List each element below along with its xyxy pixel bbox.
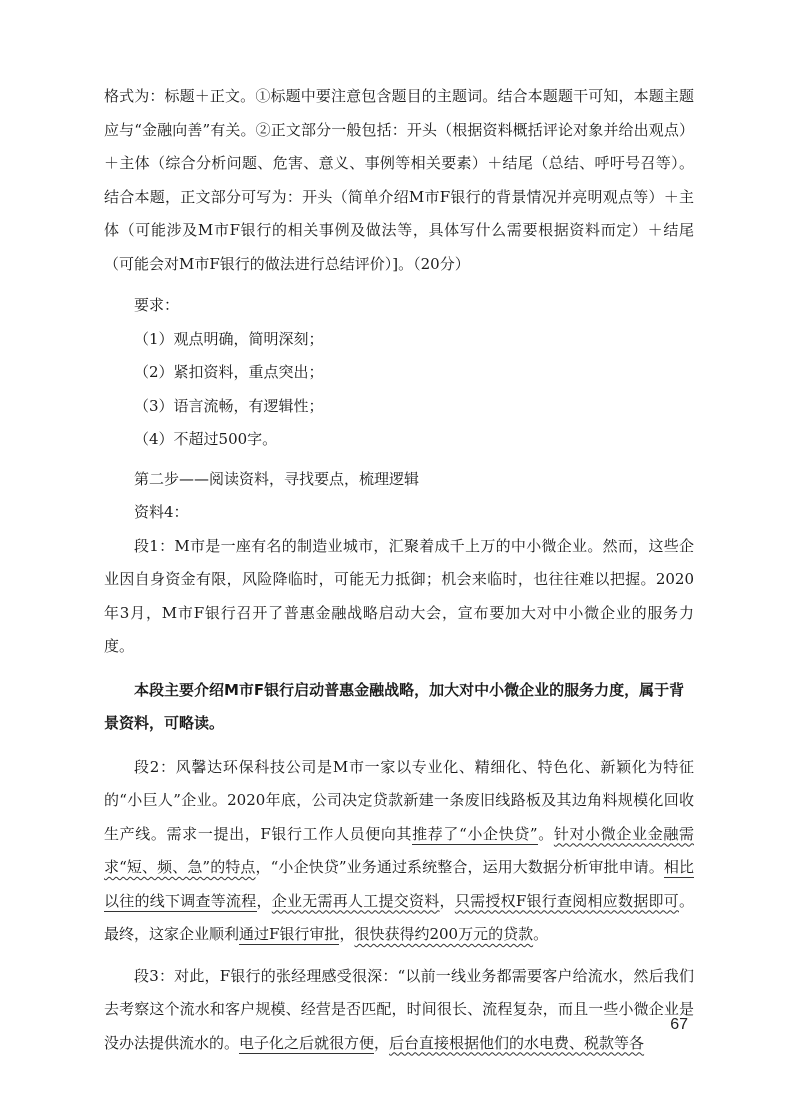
requirement-item-1: （1）观点明确，简明深刻； xyxy=(134,329,324,348)
text-run: 。 xyxy=(537,824,554,843)
requirement-item-2: （2）紧扣资料，重点突出； xyxy=(134,363,324,381)
underlined-phrase: 通过F银行审批 xyxy=(239,925,340,943)
wavy-underlined-phrase: 针对小微企业金融需求“短、频、急”的特点 xyxy=(104,824,694,876)
wavy-underlined-phrase: 后台直接根据他们的水电费、税款等各 xyxy=(389,1033,645,1052)
requirement-item-4: （4）不超过500字。 xyxy=(134,430,278,448)
requirement-item-3: （3）语言流畅，有逻辑性； xyxy=(134,396,324,415)
material-paragraph-1: 段1：M市是一座有名的制造业城市，汇聚着成千上万的中小微企业。然而，这些企业因自身资金有限，风险降临时，可能无力抵御；机会来临时，也往往难以把握。2020年3月，M市F银行召开了普惠金融战略启动大会，宣布要加大对中小微企业的服务力度。 xyxy=(104,536,694,655)
text-run: 段2：风馨达环保科技公司是M市一家以专业化、精细化、特色化、新颖化为特征的“小巨人”企业。2020年底，公司决定贷款新建一条废旧线路板及其边角料规模化回收生产线。需求一提出，F银行工作人员便向其 xyxy=(104,757,694,843)
text-run: ， xyxy=(256,891,272,910)
text-run: ， xyxy=(339,925,355,943)
text-run: 。最终，这家企业顺利 xyxy=(104,891,694,943)
wavy-underlined-phrase: 只需授权F银行查阅相应数据即可 xyxy=(454,891,679,910)
wavy-underlined-phrase: 很快获得约200万元的贷款 xyxy=(354,925,534,943)
requirements-heading: 要求： xyxy=(134,296,180,314)
underlined-phrase: 推荐了“小企快贷” xyxy=(412,824,538,843)
underlined-phrase: 相比以往的线下调查等流程 xyxy=(104,858,694,910)
material-label: 资料4： xyxy=(134,503,189,521)
text-run: ， xyxy=(374,1033,390,1052)
text-run: ， xyxy=(439,891,455,910)
document-page xyxy=(104,80,694,1060)
step-heading: 第二步——阅读资料，寻找要点，梳理逻辑 xyxy=(134,469,420,488)
text-run: ，“小企快贷”业务通过系统整合，运用大数据分析审批申请。 xyxy=(255,858,664,876)
text-run: 。 xyxy=(533,925,549,943)
material-paragraph-3 xyxy=(104,960,694,1061)
intro-paragraph: 格式为：标题＋正文。①标题中要注意包含题目的主题词。结合本题题干可知，本题主题应与“金融向善”有关。②正文部分一般包括：开头（根据资料概括评论对象并给出观点）＋主体（综合分析问题、危害、意义、事例等相关要素）＋结尾（总结、呼吁号召等）。结合本题，正文部分可写为：开头（简单介绍M市F银行的背景情况并亮明观点等）＋主体（可能涉及M市F银行的相关事例及做法等，具体写什么需要根据资料而定）＋结尾（可能会对M市F银行的做法进行总结评价）]。（20分） xyxy=(104,87,694,273)
wavy-underlined-phrase: 企业无需再人工提交资料 xyxy=(271,891,440,910)
paragraph-1-summary: 本段主要介绍M市F银行启动普惠金融战略，加大对中小微企业的服务力度，属于背景资料，可略读。 xyxy=(104,680,685,732)
material-paragraph-2 xyxy=(104,751,694,952)
page-number: 67 xyxy=(670,1016,688,1033)
text-run: 段3：对此，F银行的张经理感受很深：“以前一线业务都需要客户给流水，然后我们去考察这个流水和客户规模、经营是否匹配，时间很长、流程复杂，而且一些小微企业是没办法提供流水的。 xyxy=(104,966,694,1052)
underlined-phrase: 电子化之后就很方便 xyxy=(239,1033,375,1052)
